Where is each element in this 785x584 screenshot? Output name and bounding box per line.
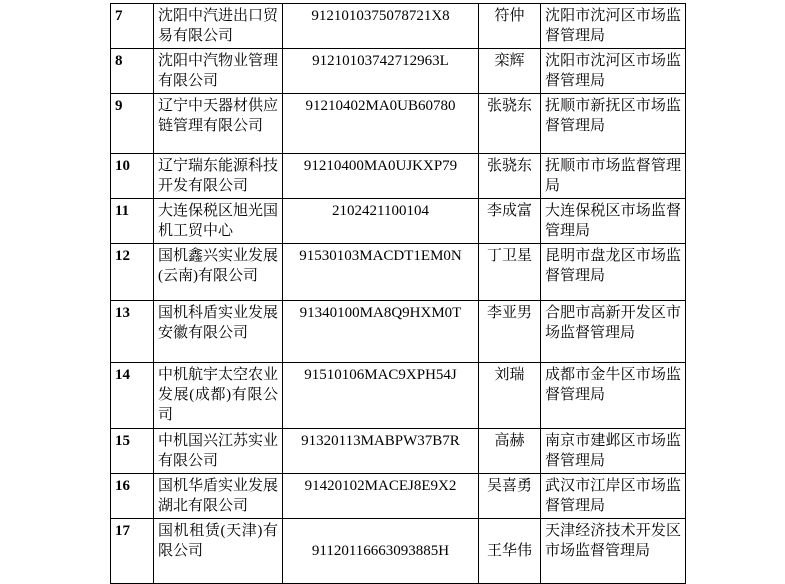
- legal-rep-cell: 吴喜勇: [479, 474, 541, 519]
- legal-rep-cell: 王华伟: [479, 519, 541, 584]
- company-name-cell: 国机鑫兴实业发展(云南)有限公司: [154, 244, 283, 301]
- row-number-cell: 10: [111, 154, 154, 199]
- row-number-cell: 11: [111, 199, 154, 244]
- registration-authority-cell: 沈阳市沈河区市场监督管理局: [541, 4, 686, 49]
- company-name-cell: 沈阳中汽物业管理有限公司: [154, 49, 283, 94]
- row-number-cell: 17: [111, 519, 154, 584]
- company-name-cell: 中机国兴江苏实业有限公司: [154, 429, 283, 474]
- company-name-cell: 沈阳中汽进出口贸易有限公司: [154, 4, 283, 49]
- registration-authority-cell: 大连保税区市场监督管理局: [541, 199, 686, 244]
- legal-rep-cell: 刘瑞: [479, 363, 541, 429]
- credit-code-cell: 91210400MA0UJKXP79: [283, 154, 479, 199]
- credit-code-cell: 91340100MA8Q9HXM0T: [283, 301, 479, 363]
- credit-code-cell: 91510106MAC9XPH54J: [283, 363, 479, 429]
- table-row: [111, 49, 686, 94]
- table-row: [111, 301, 686, 363]
- table-row: [111, 429, 686, 474]
- company-name-cell: 大连保税区旭光国机工贸中心: [154, 199, 283, 244]
- registration-authority-cell: 武汉市江岸区市场监督管理局: [541, 474, 686, 519]
- registration-authority-cell: 天津经济技术开发区市场监督管理局: [541, 519, 686, 584]
- credit-code-cell: 91420102MACEJ8E9X2: [283, 474, 479, 519]
- company-name-cell: 辽宁中天器材供应链管理有限公司: [154, 94, 283, 154]
- legal-rep-cell: 张骁东: [479, 94, 541, 154]
- registration-authority-cell: 昆明市盘龙区市场监督管理局: [541, 244, 686, 301]
- table-row: [111, 474, 686, 519]
- registration-authority-cell: 合肥市高新开发区市场监督管理局: [541, 301, 686, 363]
- credit-code-cell: 2102421100104: [283, 199, 479, 244]
- company-name-cell: 国机华盾实业发展湖北有限公司: [154, 474, 283, 519]
- credit-code-cell: 91210103742712963L: [283, 49, 479, 94]
- table-row: [111, 363, 686, 429]
- registration-authority-cell: 沈阳市沈河区市场监督管理局: [541, 49, 686, 94]
- company-name-cell: 国机科盾实业发展安徽有限公司: [154, 301, 283, 363]
- row-number-cell: 13: [111, 301, 154, 363]
- row-number-cell: 8: [111, 49, 154, 94]
- registration-authority-cell: 抚顺市市场监督管理局: [541, 154, 686, 199]
- legal-rep-cell: 李成富: [479, 199, 541, 244]
- table-row: [111, 94, 686, 154]
- legal-rep-cell: 李亚男: [479, 301, 541, 363]
- company-name-cell: 辽宁瑞东能源科技开发有限公司: [154, 154, 283, 199]
- row-number-cell: 7: [111, 4, 154, 49]
- row-number-cell: 12: [111, 244, 154, 301]
- credit-code-cell: 91530103MACDT1EM0N: [283, 244, 479, 301]
- credit-code-cell: 91320113MABPW37B7R: [283, 429, 479, 474]
- row-number-cell: 15: [111, 429, 154, 474]
- table-row: [111, 199, 686, 244]
- row-number-cell: 14: [111, 363, 154, 429]
- credit-code-cell: 9121010375078721X8: [283, 4, 479, 49]
- credit-code-cell: 91210402MA0UB60780: [283, 94, 479, 154]
- company-registry-table: [110, 3, 686, 584]
- registration-authority-cell: 抚顺市新抚区市场监督管理局: [541, 94, 686, 154]
- legal-rep-cell: 栾辉: [479, 49, 541, 94]
- credit-code-cell: 91120116663093885H: [283, 519, 479, 584]
- legal-rep-cell: 符仲: [479, 4, 541, 49]
- legal-rep-cell: 丁卫星: [479, 244, 541, 301]
- row-number-cell: 16: [111, 474, 154, 519]
- registration-authority-cell: 成都市金牛区市场监督管理局: [541, 363, 686, 429]
- company-name-cell: 国机租赁(天津)有限公司: [154, 519, 283, 584]
- table-row: [111, 244, 686, 301]
- table-row: [111, 154, 686, 199]
- table-row: [111, 4, 686, 49]
- table-row: [111, 519, 686, 584]
- legal-rep-cell: 高赫: [479, 429, 541, 474]
- registration-authority-cell: 南京市建邺区市场监督管理局: [541, 429, 686, 474]
- row-number-cell: 9: [111, 94, 154, 154]
- legal-rep-cell: 张骁东: [479, 154, 541, 199]
- company-name-cell: 中机航宇太空农业发展(成都)有限公司: [154, 363, 283, 429]
